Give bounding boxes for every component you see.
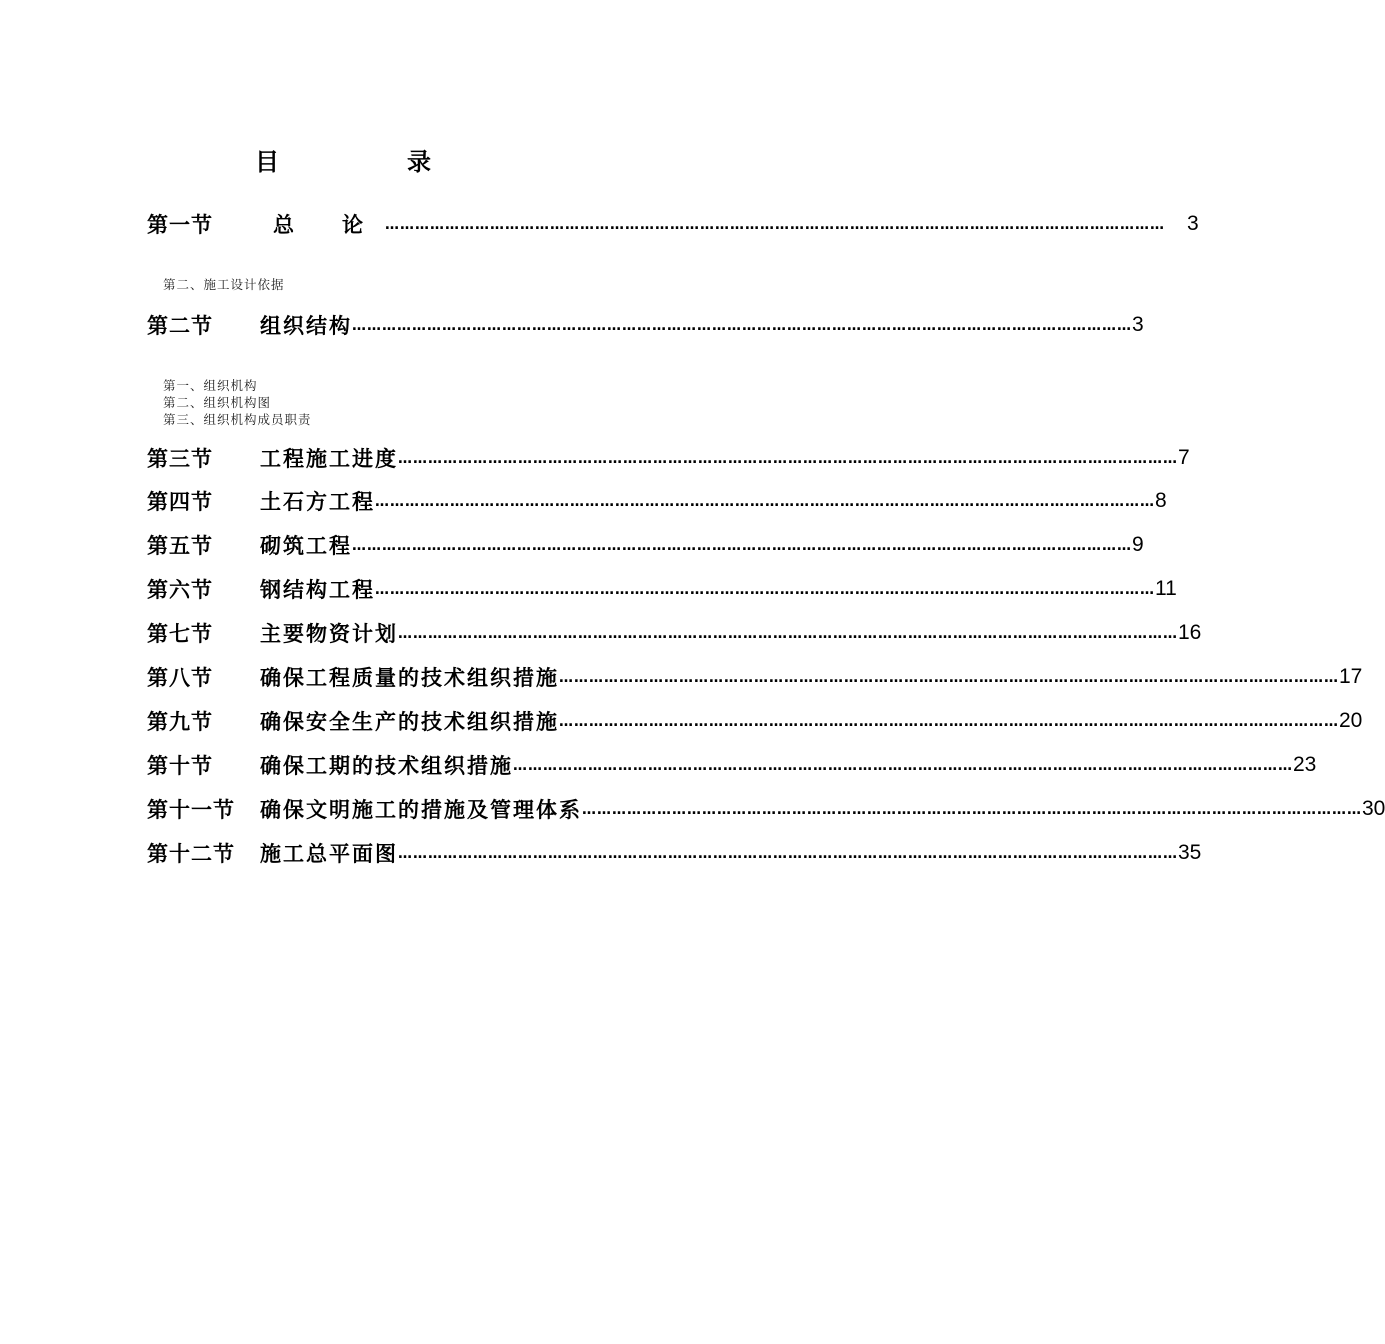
toc-entry-10[interactable]: [147, 750, 1317, 780]
toc-entry-page: 8: [1155, 489, 1167, 512]
toc-entry-4[interactable]: [147, 486, 1167, 516]
toc-subentry: 第三、组织机构成员职责: [163, 412, 312, 427]
toc-entry-page: 9: [1132, 533, 1144, 556]
toc-entry-1[interactable]: [147, 209, 1199, 239]
dot-leader: …………………………………………………………………………………………………………………………………………: [513, 758, 1293, 774]
toc-heading-char-2: 录: [407, 147, 431, 176]
toc-entry-label: 第一节: [147, 212, 213, 237]
dot-leader: …………………………………………………………………………………………………………………………………………: [398, 846, 1178, 862]
toc-entry-11[interactable]: [147, 794, 1385, 824]
toc-entry-2[interactable]: [147, 310, 1144, 340]
dot-leader: …………………………………………………………………………………………………………………………………………: [398, 451, 1178, 467]
toc-entry-page: 35: [1178, 841, 1202, 864]
toc-entry-page: 7: [1178, 446, 1190, 469]
toc-entry-page: 16: [1178, 621, 1202, 644]
toc-subentry: 第二、施工设计依据: [163, 277, 285, 292]
toc-entry-page: 20: [1339, 709, 1363, 732]
toc-entry-page: 17: [1339, 665, 1363, 688]
toc-entry-title: 确保工期的技术组织措施: [260, 753, 513, 778]
dot-leader: …………………………………………………………………………………………………………………………………………: [385, 217, 1165, 233]
toc-subentry: 第二、组织机构图: [163, 395, 272, 410]
dot-leader: …………………………………………………………………………………………………………………………………………: [582, 802, 1362, 818]
dot-leader: …………………………………………………………………………………………………………………………………………: [375, 582, 1155, 598]
toc-entry-page: 3: [1132, 313, 1144, 336]
toc-entry-title: 钢结构工程: [260, 577, 375, 602]
toc-entry-label: 第十节: [147, 753, 213, 778]
toc-entry-12[interactable]: [147, 838, 1202, 868]
toc-entry-label: 第三节: [147, 446, 213, 471]
toc-entry-label: 第十二节: [147, 841, 235, 866]
toc-entry-label: 第四节: [147, 489, 213, 514]
toc-entry-label: 第八节: [147, 665, 213, 690]
toc-entry-3[interactable]: [147, 443, 1190, 473]
toc-entry-title: 确保文明施工的措施及管理体系: [260, 797, 582, 822]
toc-entry-title: 确保安全生产的技术组织措施: [260, 709, 559, 734]
toc-entry-label: 第二节: [147, 313, 213, 338]
dot-leader: …………………………………………………………………………………………………………………………………………: [559, 670, 1339, 686]
dot-leader: …………………………………………………………………………………………………………………………………………: [375, 494, 1155, 510]
toc-entry-page: 30: [1362, 797, 1385, 820]
toc-entry-label: 第七节: [147, 621, 213, 646]
dot-leader: …………………………………………………………………………………………………………………………………………: [398, 626, 1178, 642]
toc-entry-label: 第六节: [147, 577, 213, 602]
toc-entry-9[interactable]: [147, 706, 1363, 736]
dot-leader: …………………………………………………………………………………………………………………………………………: [559, 714, 1339, 730]
toc-subentry: 第一、组织机构: [163, 378, 258, 393]
toc-entry-7[interactable]: [147, 618, 1202, 648]
toc-entry-8[interactable]: [147, 662, 1363, 692]
toc-entry-page: 3: [1187, 212, 1199, 235]
toc-entry-title: 工程施工进度: [260, 446, 398, 471]
toc-entry-label: 第十一节: [147, 797, 235, 822]
toc-entry-5[interactable]: [147, 530, 1144, 560]
toc-entry-label: 第九节: [147, 709, 213, 734]
toc-entry-page: 11: [1155, 577, 1177, 600]
toc-entry-title: 主要物资计划: [260, 621, 398, 646]
toc-entry-title: 土石方工程: [260, 489, 375, 514]
toc-entry-title: 砌筑工程: [260, 533, 352, 558]
toc-entry-title: 确保工程质量的技术组织措施: [260, 665, 559, 690]
toc-entry-title: 施工总平面图: [260, 841, 398, 866]
toc-entry-title: 组织结构: [260, 313, 352, 338]
dot-leader: …………………………………………………………………………………………………………………………………………: [352, 538, 1132, 554]
toc-entry-page: 23: [1293, 753, 1317, 776]
toc-heading: [250, 142, 440, 178]
toc-entry-label: 第五节: [147, 533, 213, 558]
toc-heading-char-1: 目: [255, 147, 279, 176]
dot-leader: …………………………………………………………………………………………………………………………………………: [352, 318, 1132, 334]
toc-entry-6[interactable]: [147, 574, 1177, 604]
toc-entry-title: 总 论: [273, 212, 365, 237]
